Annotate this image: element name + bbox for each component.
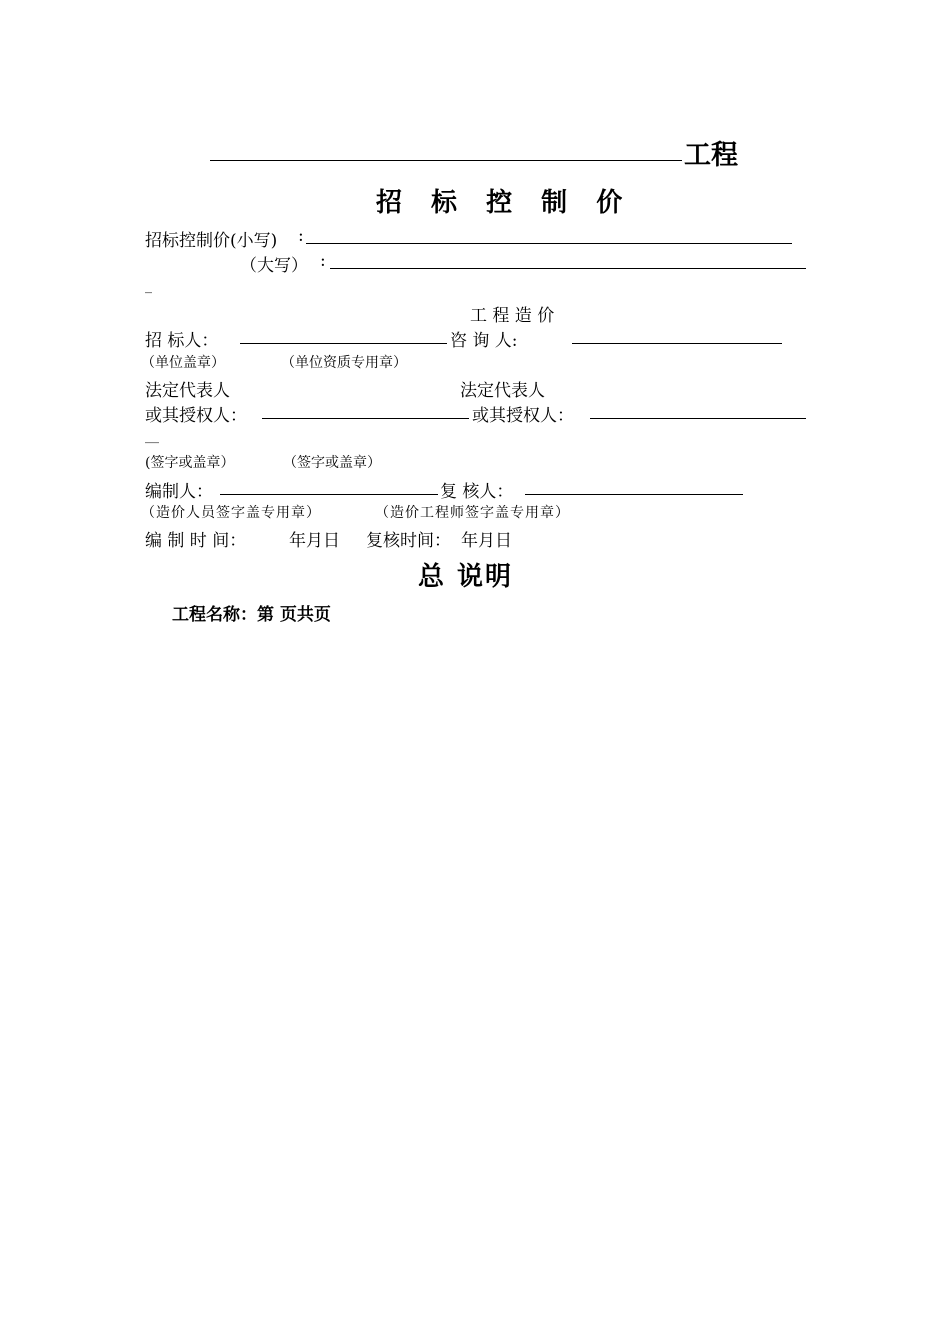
- tenderer-label: 招 标人：: [145, 331, 219, 351]
- consultant-label: 咨 询 人:: [450, 331, 518, 351]
- tenderer-blank-line: [240, 343, 447, 344]
- review-time-value: 年月日: [461, 531, 512, 551]
- legal-rep-left-line1: 法定代表人: [145, 381, 230, 401]
- consultant-seal-note: （单位资质专用章）: [281, 355, 407, 371]
- review-time-label: 复核时间：: [366, 531, 451, 551]
- legal-rep-left-line2: 或其授权人：: [145, 406, 247, 426]
- reviewer-note: （造价工程师签字盖专用章）: [375, 505, 570, 521]
- sign-note-right: （签字或盖章）: [283, 455, 381, 471]
- compiler-label: 编制人：: [145, 482, 213, 502]
- amount-small-colon: :: [298, 226, 304, 246]
- amount-small-blank-line: [306, 243, 792, 244]
- consultant-blank-line: [572, 343, 782, 344]
- amount-small-label: 招标控制价(小写): [145, 231, 278, 251]
- legal-rep-right-blank-line: [590, 418, 806, 419]
- amount-big-blank-line: [330, 268, 806, 269]
- compiler-blank-line: [220, 494, 438, 495]
- project-name-blank-line: [210, 160, 682, 161]
- main-heading: 招 标 控 制 价: [376, 188, 633, 218]
- reviewer-blank-line: [525, 494, 743, 495]
- sign-note-left: (签字或盖章）: [145, 455, 235, 471]
- reviewer-label: 复 核人：: [440, 482, 514, 502]
- project-name-page-line: 工程名称：第 页共页: [172, 605, 331, 625]
- legal-rep-right-line2: 或其授权人：: [472, 406, 574, 426]
- legal-rep-right-line1: 法定代表人: [460, 381, 545, 401]
- amount-big-colon: :: [320, 251, 326, 271]
- legal-rep-left-blank-line: [262, 418, 469, 419]
- cost-header: 工 程 造 价: [470, 306, 555, 326]
- amount-big-label: （大写）: [240, 256, 308, 276]
- amount-wrap-dash: _: [145, 278, 152, 294]
- compiler-note: （造价人员签字盖专用章）: [141, 505, 321, 521]
- compile-time-value: 年月日: [289, 531, 340, 551]
- tenderer-seal-note: （单位盖章）: [141, 355, 225, 371]
- general-description-heading: 总 说明: [418, 562, 514, 592]
- compile-time-label: 编 制 时 间：: [145, 531, 247, 551]
- sign-wrap-dash: __: [145, 428, 159, 444]
- project-title-suffix: 工程: [684, 140, 738, 171]
